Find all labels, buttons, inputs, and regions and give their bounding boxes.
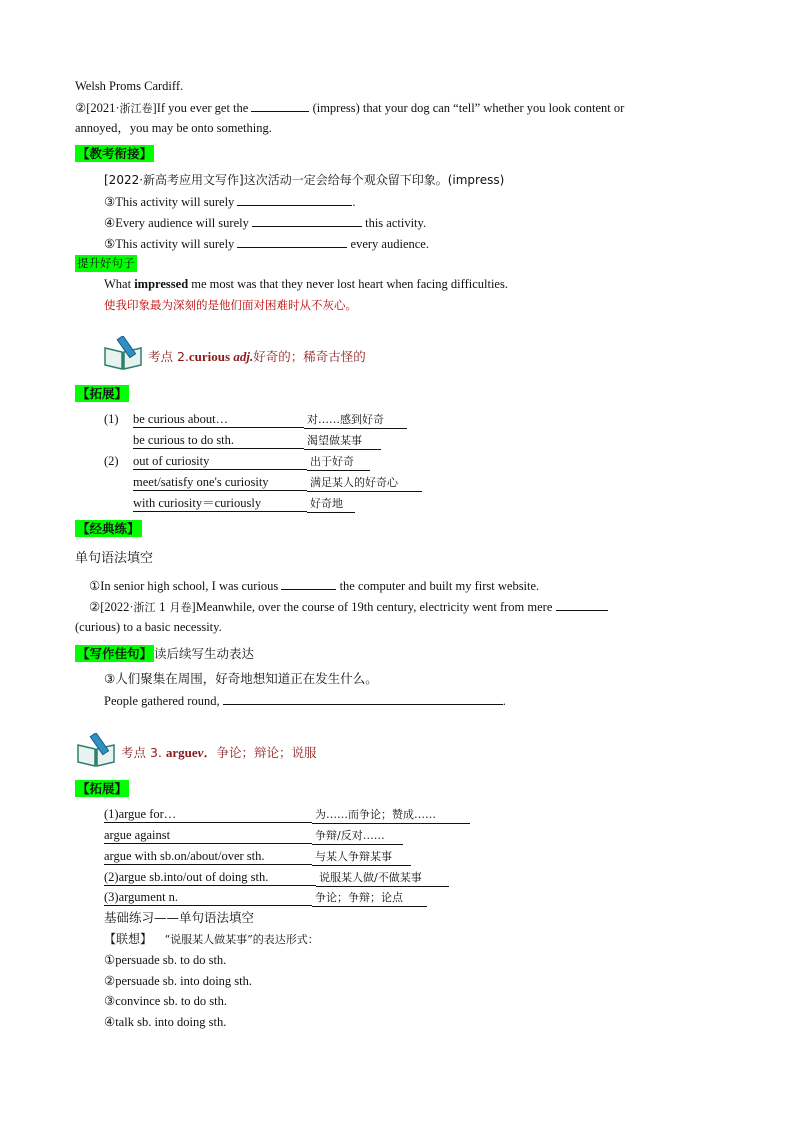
kaodian-3-title [121,745,316,761]
tuozhan-item-cn: 争论；争辩；论点 [312,889,427,907]
example-sentence [104,276,508,292]
tuozhan-item-en: (1)argue for… [104,806,312,823]
text: ①In senior high school, I was curious [89,579,279,593]
answer-blank[interactable] [556,598,608,611]
text: every audience. [350,237,429,251]
form-item: ④talk sb. into doing sth. [104,1015,227,1029]
association-text: “说服某人做某事”的表达形式： [164,933,319,946]
answer-blank[interactable] [252,214,362,227]
text-line: Welsh Proms Cardiff. [75,79,184,93]
section-tag-xiezuo: 【写作佳句】 读后续写生动表达 [77,646,255,661]
form-item: ②persuade sb. into doing sth. [104,974,252,988]
section-subtitle: 单句语法填空 [75,551,154,566]
tuozhan-item-cn: 争辩/反对…… [312,827,403,845]
answer-blank[interactable] [237,193,352,206]
section-tag-tisheng: 提升好句子 [77,256,135,270]
exercise-3 [104,193,356,210]
tuozhan-item-en: out of curiosity [133,453,307,470]
text: ④Every audience will surely [104,216,249,230]
answer-blank[interactable] [281,577,336,590]
part-of-speech: v． [197,745,217,760]
part-of-speech: adj. [233,349,254,364]
association-line [104,931,319,948]
text: People gathered round, [104,694,220,708]
tuozhan-item-cn: 说服某人做/不做某事 [316,869,449,887]
exercise-3-prompt: ③人们聚集在周围，好奇地想知道正在发生什么。 [104,671,378,686]
exercise-3 [104,692,506,709]
tuozhan-item-en: (2)argue sb.into/out of doing sth. [104,869,316,886]
example-translation: 使我印象最为深刻的是他们面对困难时从不灰心。 [104,298,357,312]
kaodian-number: 考点 2. [148,349,189,364]
text: ]If you ever get the [152,101,249,115]
answer-blank[interactable] [237,235,347,248]
tuozhan-item-cn: 为……而争论；赞成…… [312,806,470,824]
tuozhan-item-cn: 出于好奇 [307,453,370,471]
text: ⑤This activity will surely [104,237,235,251]
text: this activity. [365,216,427,230]
book-pencil-icon [103,336,143,370]
text: ]Meanwhile, over the course of 19th century, electricity went from mere [191,600,553,614]
text: . [502,694,506,708]
prompt-line: [2022·新高考应用文写作]这次活动一定会给每个观众留下印象。(impress) [104,173,505,187]
tuozhan-item-en: with curiosity＝curiously [133,495,307,512]
form-item: ①persuade sb. to do sth. [104,953,227,967]
kaodian-word: argue [165,745,198,760]
tuozhan-item-label: (1) [104,412,119,426]
tuozhan-item-en: meet/satisfy one's curiosity [133,474,307,491]
exercise-2 [89,598,718,616]
exercise-2 [75,99,718,117]
text: (impress) that your dog can “tell” whether you look content or [312,101,625,115]
section-tag-tuozhan: 【拓展】 [77,386,128,401]
text: What [104,277,135,291]
kaodian-number: 考点 3. [121,745,166,760]
tuozhan-item-en: be curious about… [133,411,304,428]
tuozhan-item-label: (2) [104,454,119,468]
tuozhan-item-cn: 与某人争辩某事 [312,848,411,866]
answer-blank[interactable] [223,692,503,705]
tuozhan-item-en: be curious to do sth. [133,432,304,449]
source-name: 浙江卷 [119,102,153,115]
source-prefix: ②[2021· [75,101,120,115]
kaodian-meaning: 好奇的；稀奇古怪的 [253,349,366,364]
tuozhan-item-cn: 满足某人的好奇心 [307,474,422,492]
tuozhan-item-en: argue with sb.on/about/over sth. [104,848,312,865]
tuozhan-item-en: (3)argument n. [104,889,312,906]
kaodian-word: curious [188,349,234,364]
exercise-5 [104,235,429,252]
tuozhan-item-cn: 对……感到好奇 [304,411,407,429]
text: ③This activity will surely [104,195,235,209]
source-prefix: ②[2022· [89,600,134,614]
text-line: (curious) to a basic necessity. [75,620,222,634]
tuozhan-item-cn: 渴望做某事 [304,432,381,450]
tuozhan-item-en: argue against [104,827,312,844]
section-tag-tuozhan: 【拓展】 [77,781,128,796]
text: the computer and built my first website. [339,579,540,593]
association-tag: 【联想】 [104,932,153,946]
basic-practice-title: 基础练习——单句语法填空 [104,910,255,925]
exercise-4 [104,214,426,231]
answer-blank[interactable] [251,99,309,112]
kaodian-2-title [148,349,366,365]
text: me most was that they never lost heart when facing difficulties. [188,277,508,291]
section-tag-jingdian: 【经典练】 [77,521,140,536]
source-name: 浙江 1 月卷 [133,601,192,614]
exercise-1 [89,577,539,594]
book-pencil-icon [76,733,116,767]
kaodian-meaning: 争论；辩论；说服 [216,745,317,760]
section-tag-jiaokao: 【教考衔接】 [77,146,153,161]
bold-word: impressed [134,277,189,291]
section-note: 读后续写生动表达 [154,646,255,661]
text-line: annoyed，you may be onto something. [75,121,272,135]
tuozhan-item-cn: 好奇地 [307,495,355,513]
text: . [352,195,356,209]
form-item: ③convince sb. to do sth. [104,994,227,1008]
